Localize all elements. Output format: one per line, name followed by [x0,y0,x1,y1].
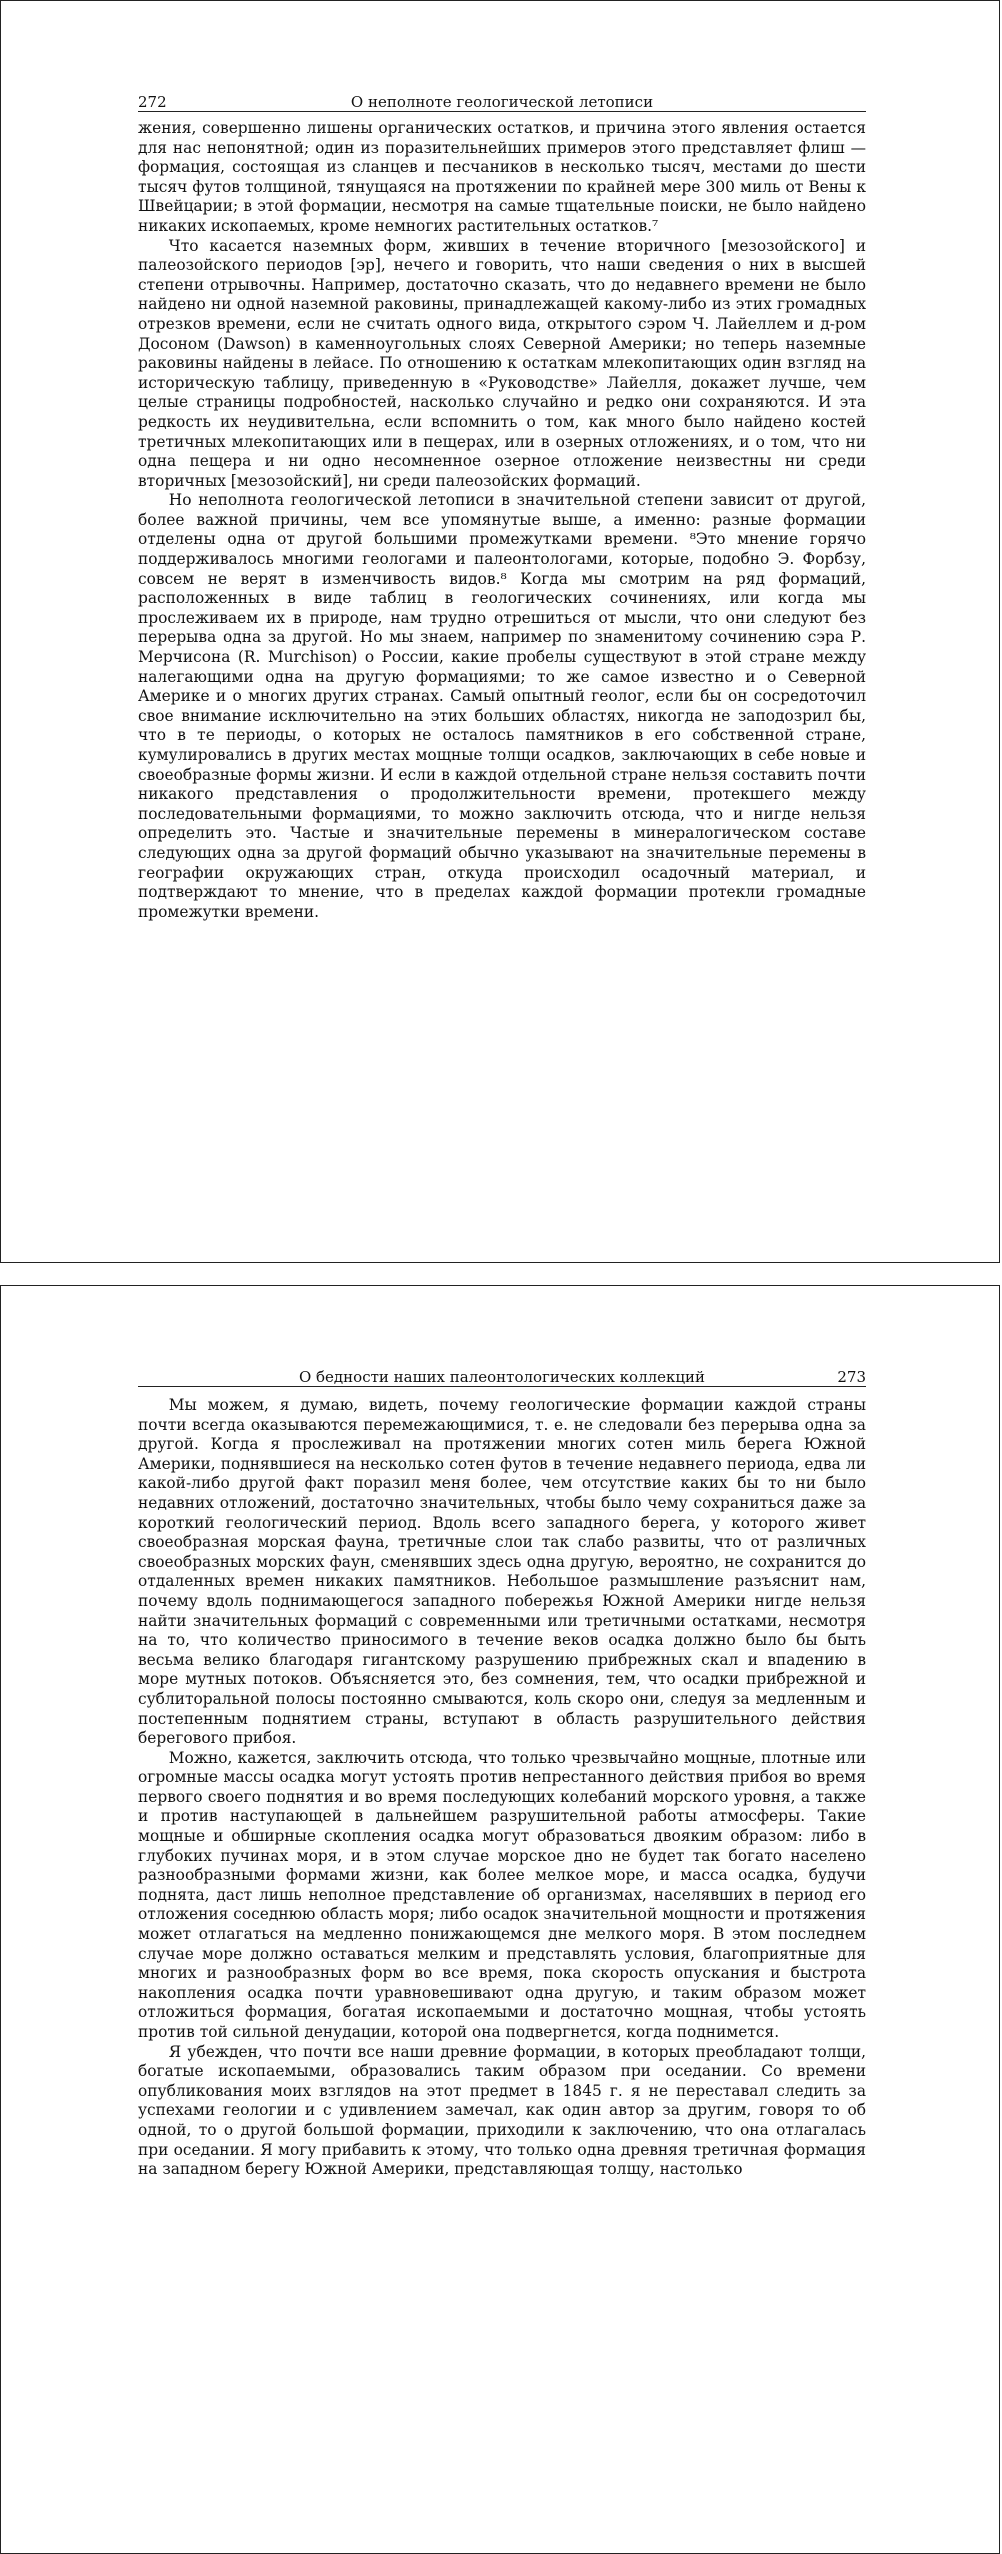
page-body [138,119,866,922]
running-title: О бедности наших палеонтологических коллекций [298,1368,706,1386]
book-page-273 [0,1285,1000,2554]
page-body [138,1396,866,2180]
paragraph: Что касается наземных форм, живших в течение вторичного [мезозойского] и палеозойского периодов [эр], нечего и говорить, что наши сведения о них в высшей степени отрывочны. Например, достаточно сказать, что до недавнего времени не было найдено ни одной наземной раковины, принадлежащей какому-либо из этих громадных отрезков времени, если не считать одного вида, открытого сэром Ч. Лайеллем и д-ром Досоном (Dawson) в каменноугольных слоях Северной Америки; но теперь наземные раковины найдены в лейасе. По отношению к остаткам млекопитающих один взгляд на историческую таблицу, приведенную в «Руководстве» Лайелля, докажет лучше, чем целые страницы подробностей, насколько случайно и редко они сохраняются. И эта редкость их неудивительна, если вспомнить о том, как много было найдено костей третичных млекопитающих или в пещерах, или в озерных отложениях, и о том, что ни одна пещера и ни одно несомненное озерное отложение неизвестны ни среди вторичных [мезозойский], ни среди палеозойских формаций. [138,236,866,490]
page-number: 272 [138,93,167,111]
book-page-272 [0,0,1000,1263]
running-header [138,89,866,112]
running-title: О неполноте геологической летописи [350,93,654,111]
paragraph: Я убежден, что почти все наши древние формации, в которых преобладают толщи, богатые ископаемыми, образовались таким образом при оседании. Со времени опубликования моих взглядов на этот предмет в 1845 г. я не переставал следить за успехами геологии и с удивлением замечал, как один автор за другим, говоря то об одной, то о другой большой формации, приходили к заключению, что она отлагалась при оседании. Я могу прибавить к этому, что только одна древняя третичная формация на западном берегу Южной Америки, представляющая толщу, настолько [138,2042,866,2179]
page-number: 273 [837,1368,866,1386]
running-header [138,1364,866,1387]
paragraph: жения, совершенно лишены органических остатков, и причина этого явления остается для нас непонятной; один из поразительнейших примеров этого представляет флиш — формация, состоящая из сланцев и песчаников в несколько тысяч, местами до шести тысяч футов толщиной, тянущаяся на протяжении по крайней мере 300 миль от Вены к Швейцарии; в этой формации, несмотря на самые тщательные поиски, не было найдено никаких ископаемых, кроме немногих растительных остатков.⁷ [138,119,866,235]
paragraph: Можно, кажется, заключить отсюда, что только чрезвычайно мощные, плотные или огромные массы осадка могут устоять против непрестанного действия прибоя во время первого своего поднятия и во время последующих колебаний морского уровня, а также и против наступающей в дальнейшем разрушительной работы атмосферы. Такие мощные и обширные скопления осадка могут образоваться двояким образом: либо в глубоких пучинах моря, и в этом случае морское дно не будет так богато населено разнообразными формами жизни, как более мелкое море, и масса осадка, будучи поднята, даст лишь неполное представление об организмах, населявших в период его отложения соседнюю область моря; либо осадок значительной мощности и протяжения может отлагаться на медленно понижающемся дне мелкого моря. В этом последнем случае море должно оставаться мелким и представлять условия, благоприятные для многих и разнообразных форм во все время, пока скорость опускания и быстрота накопления осадка почти уравновешивают одна другую, и таким образом может отложиться формация, богатая ископаемыми и достаточно мощная, чтобы устоять против той сильной денудации, которой она подвергнется, когда поднимется. [138,1748,866,2041]
paragraph: Мы можем, я думаю, видеть, почему геологические формации каждой страны почти всегда оказываются перемежающимися, т. е. не следовали без перерыва одна за другой. Когда я прослеживал на протяжении многих сотен миль берега Южной Америки, поднявшиеся на несколько сотен футов в течение недавнего периода, едва ли какой-либо другой факт поразил меня более, чем отсутствие каких бы то ни было недавних отложений, достаточно значительных, чтобы было чему сохраниться даже за короткий геологический период. Вдоль всего западного берега, у которого живет своеобразная морская фауна, третичные слои так слабо развиты, что от различных своеобразных морских фаун, сменявших здесь одна другую, вероятно, не сохранится до отдаленных времен никаких памятников. Небольшое размышление разъяснит нам, почему вдоль поднимающегося западного побережья Южной Америки нигде нельзя найти значительных формаций с современными или третичными остатками, несмотря на то, что количество приносимого в течение веков осадка должно было бы быть весьма велико благодаря гигантскому разрушению прибрежных скал и впадению в море мутных потоков. Объясняется это, без сомнения, тем, что осадки прибрежной и сублиторальной полосы постоянно смываются, коль скоро они, следуя за медленным и постепенным поднятием страны, вступают в область разрушительного действия берегового прибоя. [138,1396,866,1748]
paragraph: Но неполнота геологической летописи в значительной степени зависит от другой, более важной причины, чем все упомянутые выше, а именно: разные формации отделены одна от другой большими промежутками времени. ⁸Это мнение горячо поддерживалось многими геологами и палеонтологами, которые, подобно Э. Форбзу, совсем не верят в изменчивость видов.⁸ Когда мы смотрим на ряд формаций, расположенных в виде таблиц в геологических сочинениях, или когда мы прослеживаем их в природе, нам трудно отрешиться от мысли, что они следуют без перерыва одна за другой. Но мы знаем, например по знаменитому сочинению сэра Р. Мерчисона (R. Murchison) о России, какие пробелы существуют в этой стране между налегающими одна на другую формациями; то же самое известно и о Северной Америке и о многих других странах. Самый опытный геолог, если бы он сосредоточил свое внимание исключительно на этих больших областях, никогда не заподозрил бы, что в те периоды, о которых не осталось памятников в его собственной стране, кумулировались в других местах мощные толщи осадков, заключающих в себе новые и своеобразные формы жизни. И если в каждой отдельной стране нельзя составить почти никакого представления о продолжительности времени, протекшего между последовательными формациями, то можно заключить отсюда, что и нигде нельзя определить это. Частые и значительные перемены в минералогическом составе следующих одна за другой формаций обычно указывают на значительные перемены в географии окружающих стран, откуда происходил осадочный материал, и подтверждают то мнение, что в пределах каждой формации протекли громадные промежутки времени. [138,491,866,921]
